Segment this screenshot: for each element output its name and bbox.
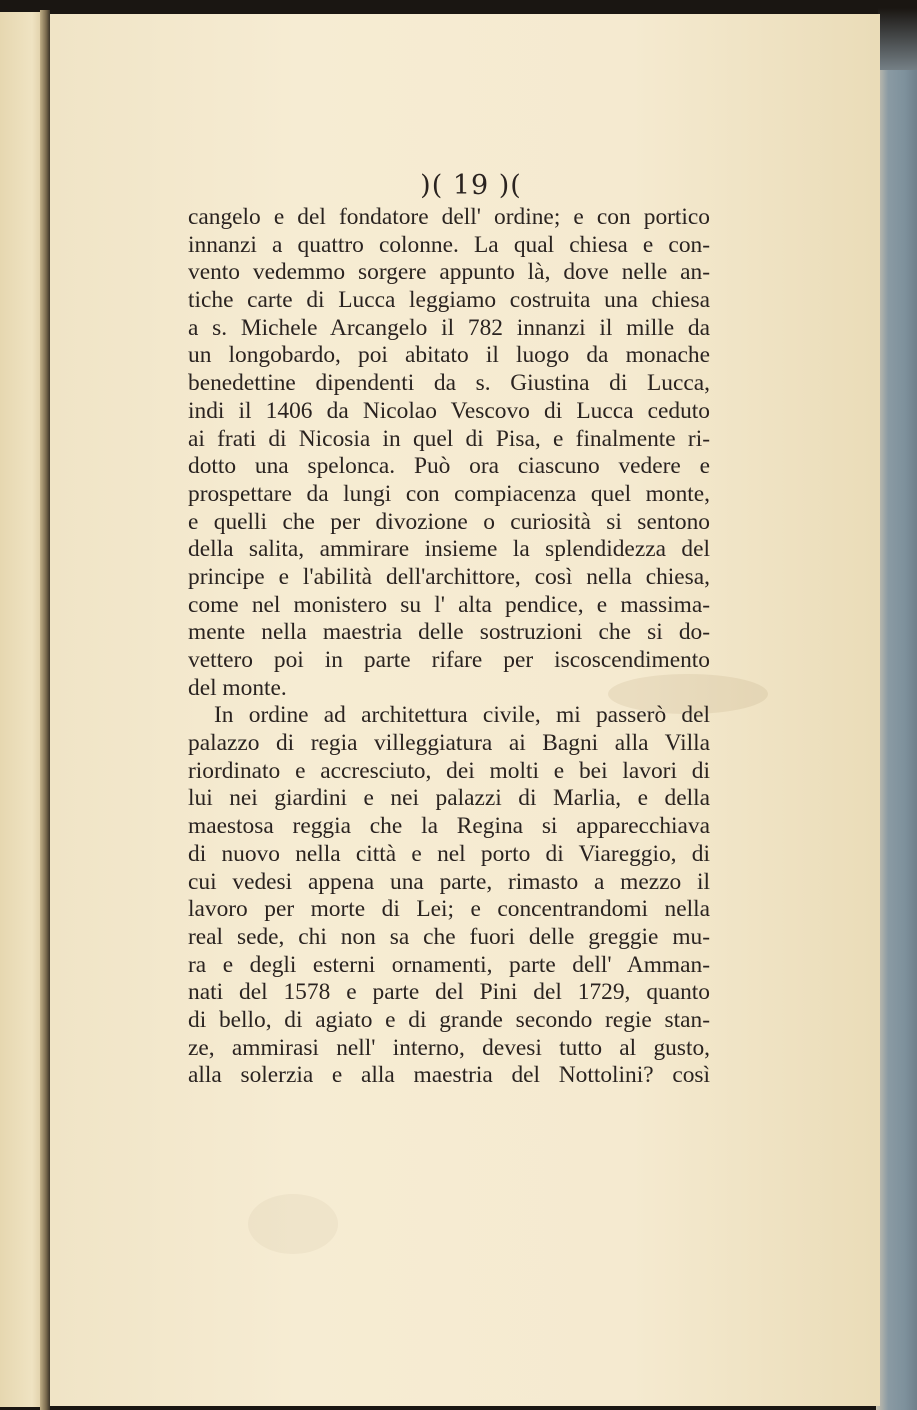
text-line: alla solerzia e alla maestria del Nottolini? così: [188, 1062, 710, 1089]
text-line: principe e l'abilità dell'archittore, così nella chiesa,: [188, 563, 710, 590]
book-gutter: [40, 10, 50, 1410]
text-line: della salita, ammirare insieme la splendidezza del: [188, 536, 710, 563]
text-line: un longobardo, poi abitato il luogo da monache: [188, 342, 710, 369]
text-line: mente nella maestria delle sostruzioni che si do-: [188, 619, 710, 646]
text-line: e quelli che per divozione o curiosità si sentono: [188, 508, 710, 535]
text-line: indi il 1406 da Nicolao Vescovo di Lucca ceduto: [188, 397, 710, 424]
page-fore-edge: [876, 70, 917, 1410]
paper-stain: [248, 1194, 338, 1254]
paragraph-2: [188, 702, 710, 1090]
text-line: dotto una spelonca. Può ora ciascuno vedere e: [188, 453, 710, 480]
text-line: ai frati di Nicosia in quel di Pisa, e finalmente ri-: [188, 425, 710, 452]
text-line: cangelo e del fondatore dell' ordine; e con portico: [188, 204, 710, 230]
text-line: del monte.: [188, 674, 287, 701]
text-line: a s. Michele Arcangelo il 782 innanzi il mille da: [188, 314, 710, 341]
text-line: nati del 1578 e parte del Pini del 1729, quanto: [188, 979, 710, 1006]
text-line: ze, ammirasi nell' interno, devesi tutto al gusto,: [188, 1034, 710, 1061]
text-line: prospettare da lungi con compiacenza quel monte,: [188, 480, 710, 507]
text-line: vento vedemmo sorgere appunto là, dove nelle an-: [188, 259, 710, 286]
text-line: In ordine ad architettura civile, mi passerò del: [214, 702, 710, 729]
text-line: di nuovo nella città e nel porto di Viareggio, di: [188, 840, 710, 867]
text-line: vettero poi in parte rifare per iscoscendimento: [188, 647, 710, 673]
body-text: [188, 204, 710, 1090]
text-line: cui vedesi appena una parte, rimasto a mezzo il: [188, 868, 710, 895]
text-line: come nel monistero su l' alta pendice, e massima-: [188, 591, 710, 618]
paragraph-1: [188, 204, 710, 702]
text-line: riordinato e accresciuto, dei molti e bei lavori di: [188, 757, 710, 784]
text-line: real sede, chi non sa che fuori delle greggie mu-: [188, 923, 710, 950]
text-line: ra e degli esterni ornamenti, parte dell' Amman-: [188, 951, 710, 978]
text-line: lui nei giardini e nei palazzi di Marlia, e della: [188, 785, 710, 812]
text-line: innanzi a quattro colonne. La qual chiesa e con-: [188, 231, 710, 258]
text-line: benedettine dipendenti da s. Giustina di Lucca,: [188, 370, 710, 397]
text-line: maestosa reggia che la Regina si apparecchiava: [188, 813, 710, 840]
text-line: tiche carte di Lucca leggiamo costruita una chiesa: [188, 287, 710, 314]
text-line: palazzo di regia villeggiatura ai Bagni alla Villa: [188, 730, 710, 757]
running-head: )( 19 )(: [420, 170, 522, 201]
text-line: di bello, di agiato e di grande secondo regie stan-: [188, 1006, 710, 1033]
text-line: lavoro per morte di Lei; e concentrandomi nella: [188, 896, 710, 923]
book-page: [48, 14, 880, 1406]
